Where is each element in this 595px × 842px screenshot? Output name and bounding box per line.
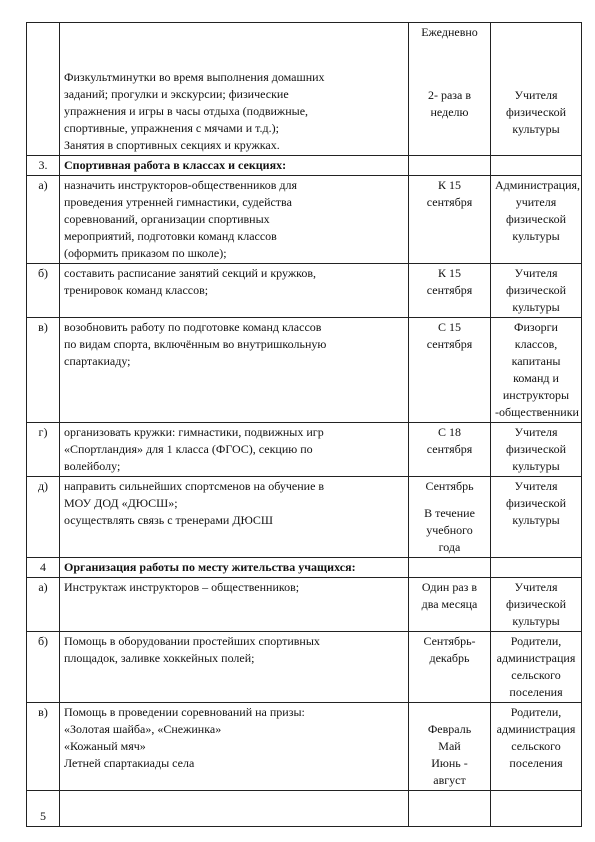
responsible-line: физической: [506, 597, 566, 611]
activity-line: Физкультминутки во время выполнения домашних: [64, 70, 325, 84]
section-heading: Спортивная работа в классах и секциях:: [60, 156, 409, 176]
responsible-line: сельского: [511, 739, 561, 753]
term-line: сентября: [426, 337, 473, 351]
activity-plan-table: [26, 22, 582, 827]
responsible-cell: [491, 578, 582, 632]
responsible-line: Родители,: [510, 705, 562, 719]
term-line: 2- раза в: [427, 88, 472, 102]
table-row: [27, 318, 582, 423]
activity-line: МОУ ДОД «ДЮСШ»;: [64, 496, 178, 510]
responsible-line: Администрация,: [495, 178, 581, 192]
responsible-line: физической: [506, 212, 566, 226]
row-number: в): [27, 703, 60, 791]
responsible-line: культуры: [512, 300, 560, 314]
responsible-line: культуры: [512, 122, 560, 136]
term-cell: [409, 423, 491, 477]
responsible-cell: [491, 176, 582, 264]
term-line: сентября: [426, 442, 473, 456]
row-number: г): [27, 423, 60, 477]
term-line: Сентябрь: [425, 479, 474, 493]
responsible-line: поселения: [509, 756, 563, 770]
row-number: д): [27, 477, 60, 558]
term-line: К 15: [437, 178, 461, 192]
activity-cell: [60, 703, 409, 791]
term-line: С 15: [437, 320, 461, 334]
term-line: В течение: [424, 506, 475, 520]
activity-cell: [60, 578, 409, 632]
section-heading: Организация работы по месту жительства учащихся:: [60, 558, 409, 578]
activity-line: Инструктаж инструкторов – общественников;: [64, 580, 300, 594]
activity-line: соревнований, организации спортивных: [64, 212, 270, 226]
responsible-line: Учителя: [514, 266, 558, 280]
activity-line: Помощь в оборудовании простейших спортивных: [64, 634, 320, 648]
activity-line: направить сильнейших спортсменов на обучение в: [64, 479, 325, 493]
responsible-line: культуры: [512, 614, 560, 628]
term-line: Май: [438, 739, 461, 753]
activity-line: проведения утренней гимнастики, судейства: [64, 195, 292, 209]
activity-line: осуществлять связь с тренерами ДЮСШ: [64, 513, 273, 527]
table-row: [27, 176, 582, 264]
activity-line: Занятия в спортивных секциях и кружках.: [64, 138, 280, 152]
row-number: б): [27, 264, 60, 318]
activity-cell: [60, 318, 409, 423]
responsible-line: Физорги: [514, 320, 558, 334]
row-number: [27, 23, 60, 156]
term-line: сентября: [426, 283, 473, 297]
table-row: [27, 23, 582, 156]
activity-line: «Спортландия» для 1 класса (ФГОС), секцию по: [64, 442, 313, 456]
responsible-line: капитаны: [511, 354, 561, 368]
activity-line: Помощь в проведении соревнований на призы:: [64, 705, 305, 719]
section-number: 4: [27, 558, 60, 578]
activity-line: «Кожаный мяч»: [64, 739, 146, 753]
responsible-cell: [491, 23, 582, 156]
term-line: К 15: [437, 266, 461, 280]
activity-line: возобновить работу по подготовке команд классов: [64, 320, 322, 334]
responsible-cell: [491, 423, 582, 477]
activity-line: волейболу;: [64, 459, 121, 473]
term-line: Сентябрь-: [423, 634, 476, 648]
term-line: Ежедневно: [421, 25, 478, 39]
activity-line: организовать кружки: гимнастики, подвижных игр: [64, 425, 324, 439]
table-row: [27, 791, 582, 827]
responsible-line: Родители,: [510, 634, 562, 648]
responsible-line: Учителя: [514, 580, 558, 594]
row-number: а): [27, 176, 60, 264]
term-cell: [409, 264, 491, 318]
responsible-line: сельского: [511, 668, 561, 682]
row-number: 5: [27, 791, 60, 827]
section-number: 3.: [27, 156, 60, 176]
responsible-line: физической: [506, 496, 566, 510]
activity-line: заданий; прогулки и экскурсии; физические: [64, 87, 289, 101]
activity-cell: [60, 477, 409, 558]
term-line: Один раз в: [421, 580, 478, 594]
activity-line: спартакиаду;: [64, 354, 131, 368]
activity-cell: [60, 176, 409, 264]
responsible-line: -общественники: [495, 405, 579, 419]
responsible-line: физической: [506, 442, 566, 456]
term-line: неделю: [430, 105, 469, 119]
activity-line: мероприятий, подготовки команд классов: [64, 229, 277, 243]
term-line: С 18: [437, 425, 461, 439]
table-row: [27, 558, 582, 578]
term-line: два месяца: [421, 597, 478, 611]
activity-cell: [60, 423, 409, 477]
activity-line: по видам спорта, включённым во внутришкольную: [64, 337, 327, 351]
term-cell: [409, 23, 491, 156]
responsible-line: культуры: [512, 229, 560, 243]
activity-line: Летней спартакиады села: [64, 756, 195, 770]
term-line: сентября: [426, 195, 473, 209]
responsible-cell: [491, 264, 582, 318]
term-cell: [409, 477, 491, 558]
responsible-line: физической: [506, 105, 566, 119]
activity-line: тренировок команд классов;: [64, 283, 209, 297]
term-line: Февраль: [427, 722, 472, 736]
responsible-line: физической: [506, 283, 566, 297]
responsible-line: Учителя: [514, 88, 558, 102]
activity-cell: [60, 23, 409, 156]
activity-line: составить расписание занятий секций и кружков,: [64, 266, 317, 280]
term-line: август: [433, 773, 466, 787]
responsible-cell: [491, 632, 582, 703]
activity-line: площадок, заливке хоккейных полей;: [64, 651, 255, 665]
table-row: [27, 703, 582, 791]
row-number: б): [27, 632, 60, 703]
activity-line: назначить инструкторов-общественников для: [64, 178, 297, 192]
term-line: года: [438, 540, 461, 554]
activity-line: «Золотая шайба», «Снежинка»: [64, 722, 222, 736]
responsible-cell: [491, 477, 582, 558]
row-number: в): [27, 318, 60, 423]
responsible-line: Учителя: [514, 479, 558, 493]
activity-line: (оформить приказом по школе);: [64, 246, 227, 260]
activity-line: упражнения и игры в часы отдыха (подвижные,: [64, 104, 309, 118]
table-row: [27, 477, 582, 558]
term-cell: [409, 318, 491, 423]
responsible-line: инструкторы: [502, 388, 570, 402]
responsible-line: классов,: [514, 337, 558, 351]
term-line: декабрь: [429, 651, 470, 665]
table-row: [27, 423, 582, 477]
responsible-line: Учителя: [514, 425, 558, 439]
responsible-line: команд и: [513, 371, 559, 385]
term-cell: [409, 176, 491, 264]
activity-cell: [60, 264, 409, 318]
row-number: а): [27, 578, 60, 632]
term-cell: [409, 578, 491, 632]
term-line: Июнь -: [431, 756, 468, 770]
responsible-line: культуры: [512, 459, 560, 473]
activity-line: спортивные, упражнения с мячами и т.д.);: [64, 121, 279, 135]
term-cell: [409, 703, 491, 791]
activity-cell: [60, 632, 409, 703]
responsible-line: культуры: [512, 513, 560, 527]
responsible-line: администрация: [496, 651, 576, 665]
term-cell: [409, 632, 491, 703]
table-row: [27, 632, 582, 703]
table-row: [27, 578, 582, 632]
responsible-cell: [491, 703, 582, 791]
table-row: [27, 264, 582, 318]
responsible-line: поселения: [509, 685, 563, 699]
table-row: [27, 156, 582, 176]
term-line: учебного: [426, 523, 473, 537]
responsible-line: учителя: [515, 195, 557, 209]
responsible-line: администрация: [496, 722, 576, 736]
responsible-cell: [491, 318, 582, 423]
